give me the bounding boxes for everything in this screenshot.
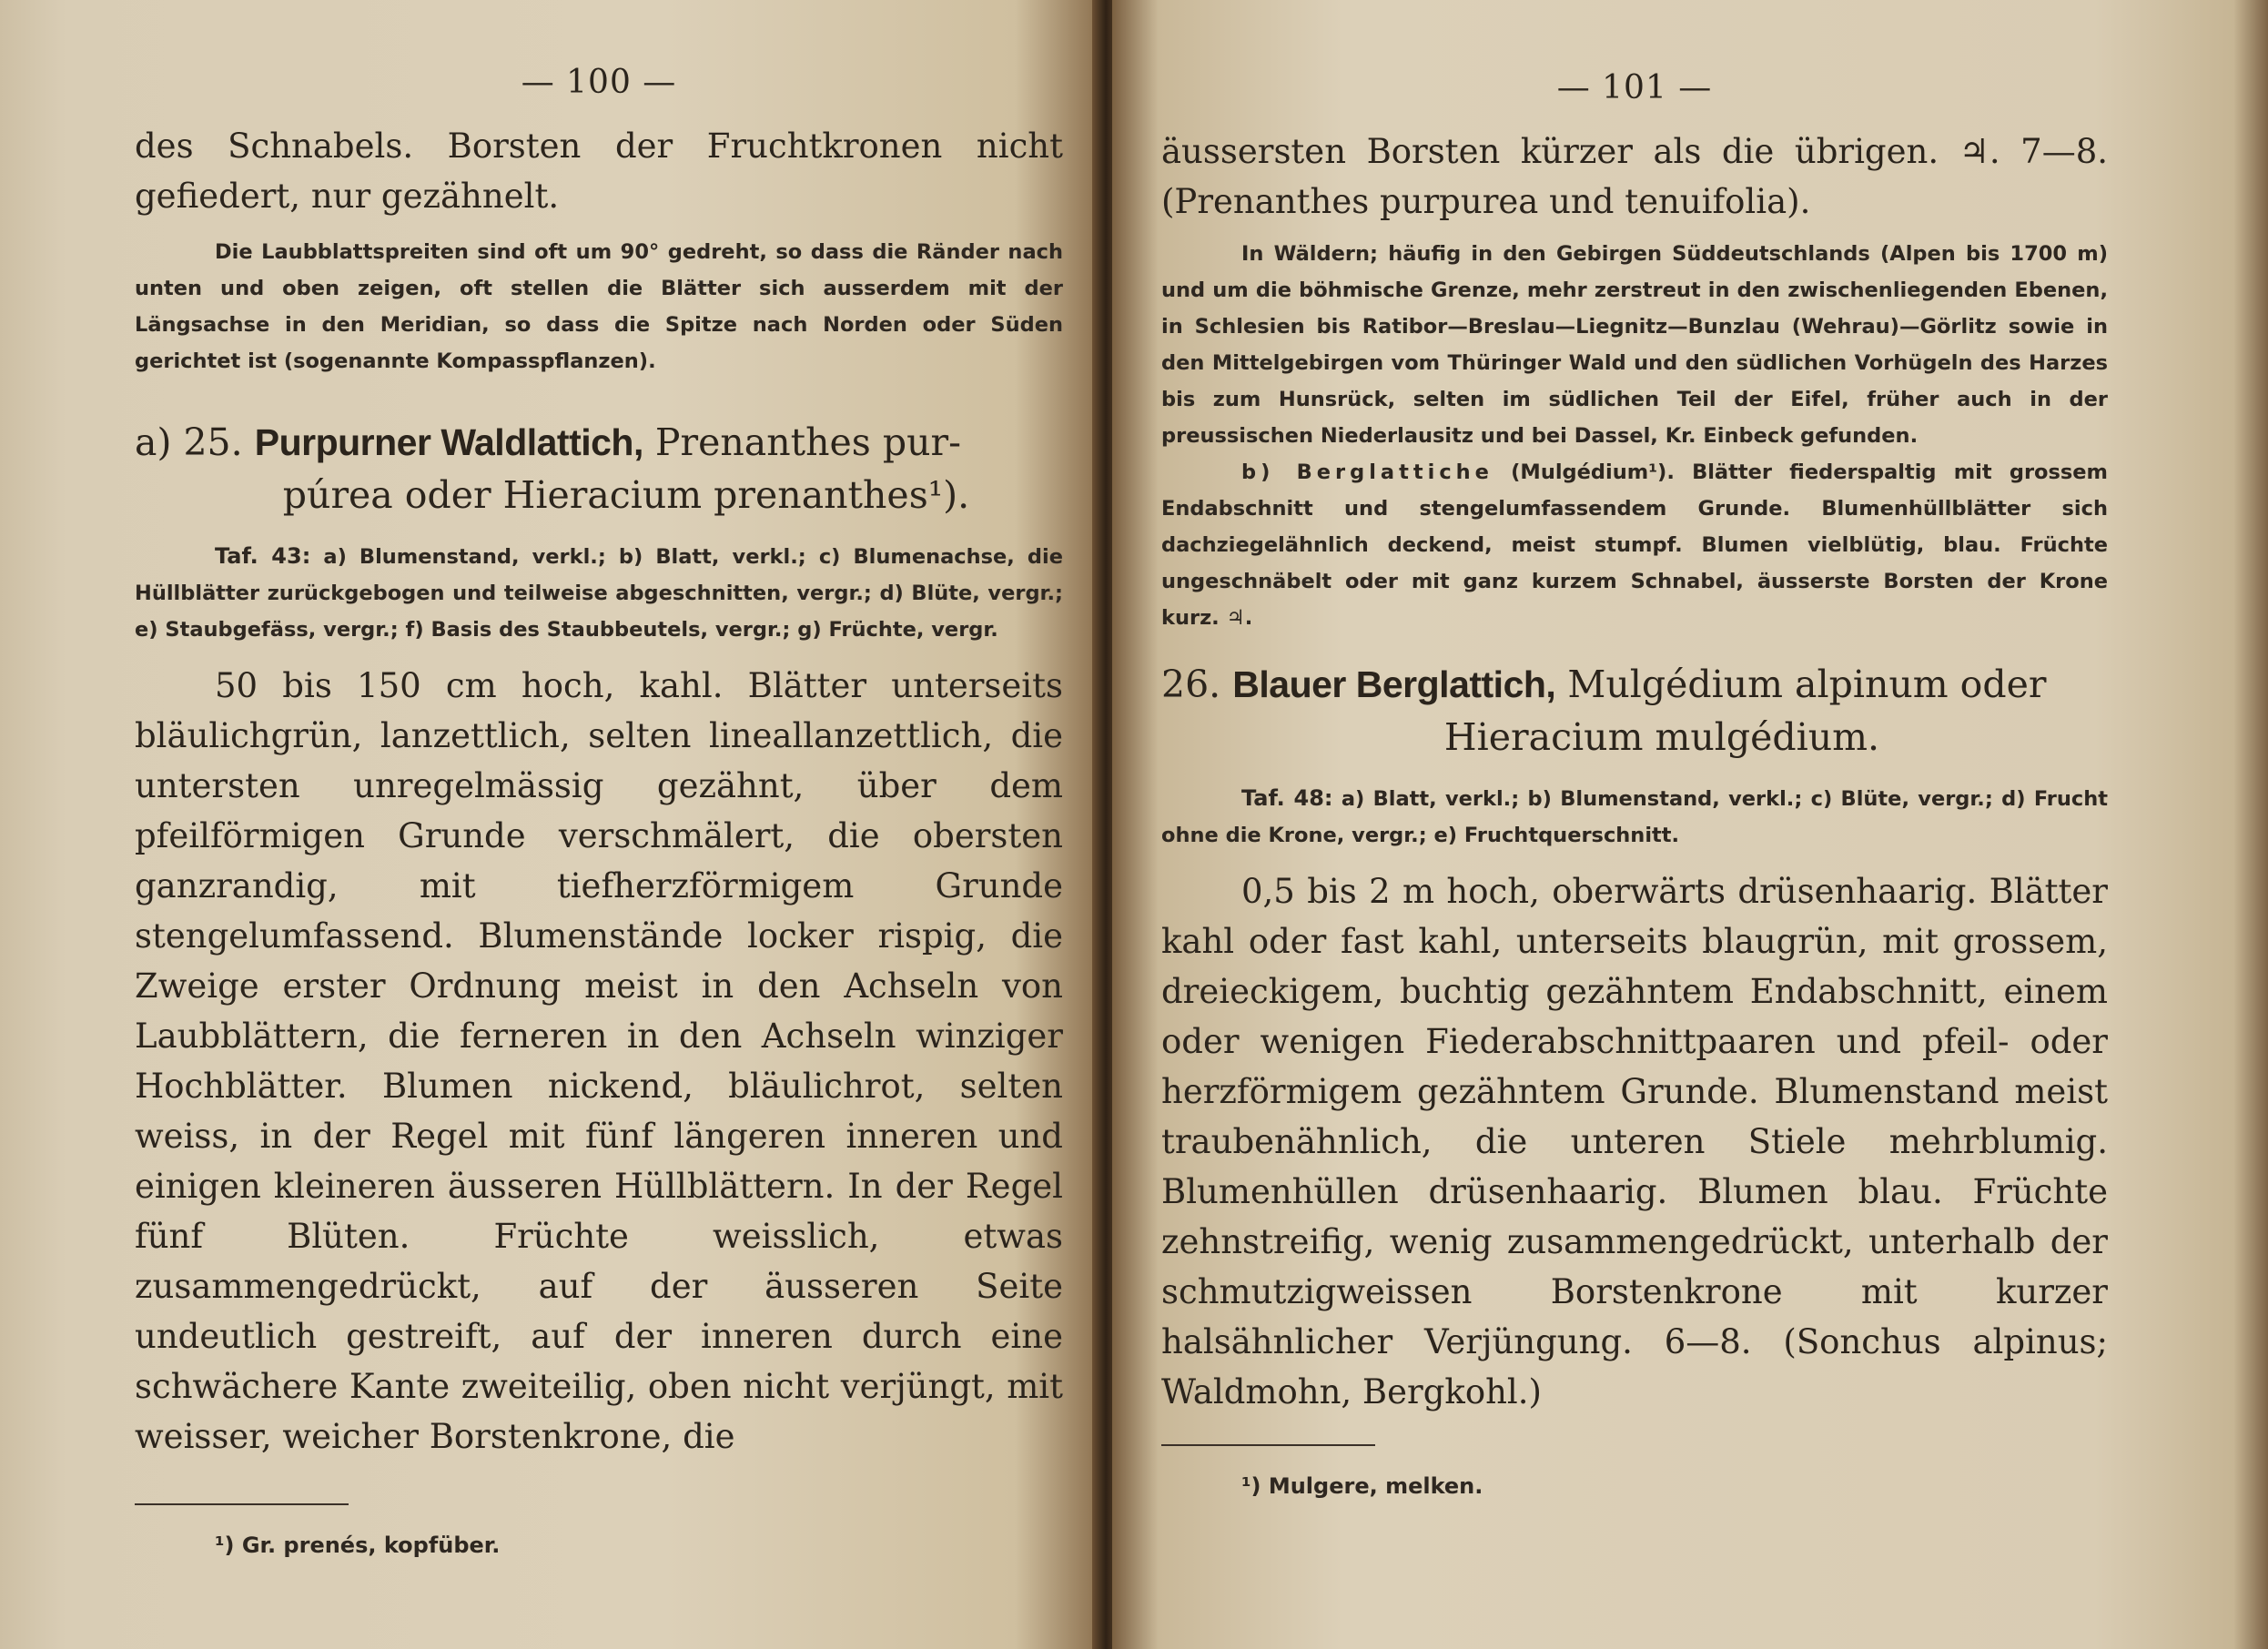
footnote: ¹) Gr. prenés, kopfüber. [215, 1533, 501, 1558]
species-heading-line1 [135, 416, 1063, 469]
distribution-note: In Wäldern; häufig in den Gebirgen Süddeutschlands (Alpen bis 1700 m) und um die böhmische Grenze, mehr zerstreut in den zwischenliegenden Ebenen, in Schlesien bis Ratibor—Breslau—Liegnitz—Bunzlau (Wehrau)—Görlitz sowie in den Mittelgebirgen vom Thüringer Wald und den südlichen Vorhügeln des Harzes bis zum Hunsrück, selten im südlichen Teil der Eifel, früher auch in der preussischen Niederlausitz und bei Dassel, Kr. Einbeck gefunden. [1161, 242, 2108, 448]
plate-text: a) Blumenstand, verkl.; b) Blatt, verkl.; c) Blumenachse, die Hüllblätter zurückgebogen und teilweise abgeschnitten, vergr.; d) Blüte, vergr.; e) Staubgefäss, vergr.; f) Basis des Staubbeutels, vergr.; g) Früchte, vergr. [135, 545, 1063, 642]
plate-reference [1161, 780, 2108, 854]
variant-note [1161, 454, 2108, 636]
footnote-rule [135, 1503, 349, 1505]
species-number: a) 25. [135, 420, 243, 464]
species-heading [135, 416, 1063, 521]
right-page [1112, 0, 2268, 1649]
plate-reference [135, 538, 1063, 648]
variant-text: (Mulgédium¹). Blätter fiederspaltig mit grossem Endabschnitt und stengelumfassendem Grunde. Blumenhüllblätter sich dachziegelähnlich deckend, meist stumpf. Blumen vielblütig, blau. Früchte ungeschnäbelt oder mit ganz kurzem Schnabel, äusserste Borsten der Krone kurz. ♃. [1161, 460, 2108, 630]
right-page-content [1161, 69, 2108, 1499]
plate-label: Taf. 48: [1241, 785, 1333, 811]
continued-paragraph: äussersten Borsten kürzer als die übrigen. ♃. 7—8. (Prenanthes purpurea und tenuifolia). [1161, 132, 2108, 221]
compass-plant-note: Die Laubblattspreiten sind oft um 90° gedreht, so dass die Ränder nach unten und oben zeigen, oft stellen die Blätter sich ausserdem mit der Längsachse in den Meridian, so dass die Spitze nach Norden oder Süden gerichtet ist (sogenannte Kompasspflanzen). [135, 240, 1063, 373]
species-latin-name-part1: Prenanthes pur- [654, 420, 961, 464]
plate-text: a) Blatt, verkl.; b) Blumenstand, verkl.; c) Blüte, vergr.; d) Frucht ohne die Krone, vergr.; e) Fruchtquerschnitt. [1161, 787, 2108, 847]
species-heading-line1 [1161, 658, 2108, 711]
variant-label: b) Berglattiche [1241, 460, 1493, 484]
page-number: — 101 — [1556, 69, 1713, 106]
species-common-name: Purpurner Waldlattich, [254, 421, 643, 463]
species-number: 26. [1161, 663, 1221, 706]
species-latin-name-part1: Mulgédium alpinum oder [1567, 663, 2047, 706]
plate-label: Taf. 43: [215, 543, 311, 569]
footnote-rule [1161, 1444, 1375, 1446]
page-number: — 100 — [521, 64, 677, 101]
species-latin-name-part2: Hieracium mulgédium. [1443, 715, 1880, 759]
species-description: 0,5 bis 2 m hoch, oberwärts drüsenhaarig. Blätter kahl oder fast kahl, unterseits blaugrün, mit grossem, dreieckigem, buchtig gezähntem Endabschnitt, einem oder wenigen Fiederabschnittpaaren und pfeil- oder herzförmigem gezähntem Grunde. Blumenstand meist traubenähnlich, die unteren Stiele mehrblumig. Blumenhüllen drüsenhaarig. Blumen blau. Früchte zehnstreifig, wenig zusammengedrückt, unterhalb der schmutzigweissen Borstenkrone mit kurzer halsähnlicher Verjüngung. 6—8. (Sonchus alpinus; Waldmohn, Bergkohl.) [1161, 872, 2108, 1411]
continued-paragraph: des Schnabels. Borsten der Fruchtkronen nicht gefiedert, nur gezähnelt. [135, 126, 1063, 216]
species-description: 50 bis 150 cm hoch, kahl. Blätter unterseits bläulichgrün, lanzettlich, selten lineallanzettlich, die untersten unregelmässig gezähnt, über dem pfeilförmigen Grunde verschmälert, die obersten ganzrandig, mit tiefherzförmigem Grunde stengelumfassend. Blumenstände locker rispig, die Zweige erster Ordnung meist in den Achseln von Laubblättern, die ferneren in den Achseln winziger Hochblätter. Blumen nickend, bläulichrot, selten weiss, in der Regel mit fünf längeren inneren und einigen kleineren äusseren Hüllblättern. In der Regel fünf Blüten. Früchte weisslich, etwas zusammengedrückt, auf der äusseren Seite undeutlich gestreift, auf der inneren durch eine schwächere Kante zweiteilig, oben nicht verjüngt, mit weisser, weicher Borstenkrone, die [135, 666, 1063, 1456]
left-page [0, 0, 1103, 1649]
footnote: ¹) Mulgere, melken. [1241, 1473, 1483, 1499]
species-common-name: Blauer Berglattich, [1232, 663, 1556, 705]
species-heading [1161, 658, 2108, 764]
left-page-content [135, 64, 1063, 1558]
species-latin-name-part2: púrea oder Hieracium prenanthes¹). [282, 473, 970, 517]
